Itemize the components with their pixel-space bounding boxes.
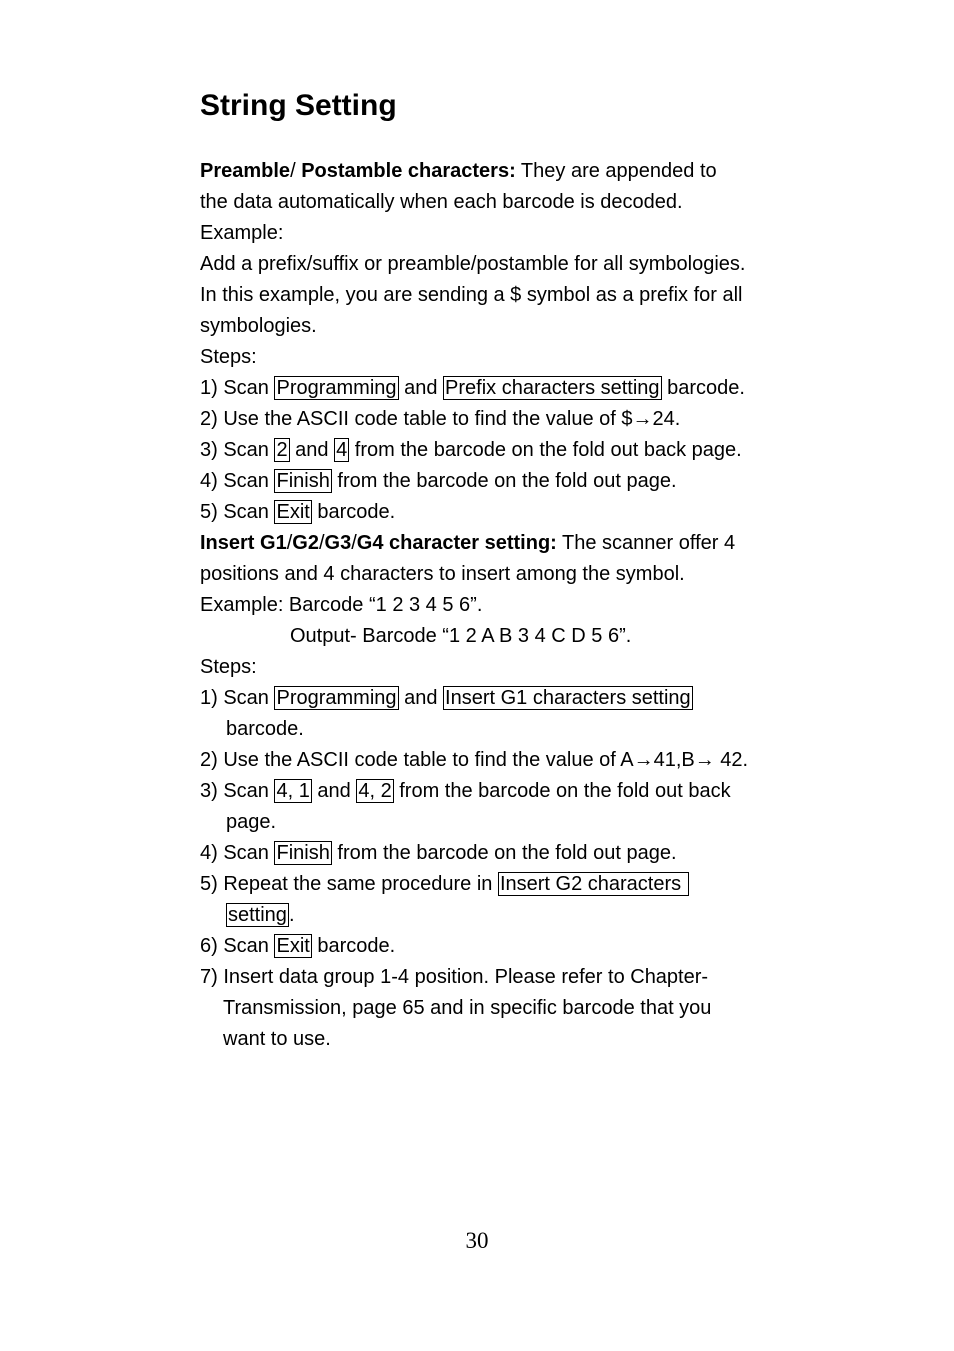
boxed-label-insert-g2-characters: Insert G2 characters	[499, 873, 687, 895]
boxed-label-exit: Exit	[276, 935, 310, 957]
step-item: 4) Scan Finish from the barcode on the fold out page.	[200, 470, 677, 492]
text-line: the data automatically when each barcode is decoded.	[200, 191, 683, 213]
text-line: In this example, you are sending a $ symbol as a prefix for all	[200, 284, 743, 306]
boxed-label-4-1: 4, 1	[276, 780, 310, 802]
boxed-label-insert-g1-characters-setting: Insert G1 characters setting	[445, 687, 691, 709]
step-item: 5) Repeat the same procedure in Insert G2 characters	[200, 873, 687, 895]
step-item: 6) Scan Exit barcode.	[200, 935, 396, 957]
steps-label: Steps:	[200, 656, 257, 678]
step-continuation: page.	[226, 811, 277, 833]
step-continuation: setting .	[228, 904, 295, 926]
step-item: 4) Scan Finish from the barcode on the fold out page.	[200, 842, 677, 864]
step-item: 3) Scan 4, 1 and 4, 2 from the barcode on the fold out back	[200, 780, 731, 802]
boxed-label-2: 2	[276, 439, 288, 461]
insert-heading-line: Insert G1/G2/G3/G4 character setting: The scanner offer 4	[200, 532, 736, 554]
preamble-term: Preamble	[200, 160, 291, 182]
boxed-label-programming: Programming	[276, 377, 397, 399]
step-item: 2) Use the ASCII code table to find the value of A→41,B→ 42.	[200, 749, 749, 771]
step-item: 3) Scan 2 and 4 from the barcode on the fold out back page.	[200, 439, 742, 461]
page-number: 30	[465, 1228, 489, 1253]
text-line: Example:	[200, 222, 284, 244]
step-item: 7) Insert data group 1-4 position. Please refer to Chapter-	[200, 966, 709, 988]
document-body	[200, 156, 770, 1055]
text-line: Add a prefix/suffix or preamble/postamble for all symbologies.	[200, 253, 746, 275]
boxed-label-prefix-characters-setting: Prefix characters setting	[445, 377, 660, 399]
step-continuation: want to use.	[223, 1028, 331, 1050]
page-title: String Setting	[200, 89, 397, 122]
postamble-term: Postamble characters:	[301, 160, 516, 182]
step-item: 1) Scan Programming and Prefix characters setting barcode.	[200, 377, 745, 399]
boxed-label-exit: Exit	[276, 501, 310, 523]
boxed-label-4: 4	[336, 439, 348, 461]
step-item: 5) Scan Exit barcode.	[200, 501, 396, 523]
step-item: 2) Use the ASCII code table to find the value of $→24.	[200, 408, 681, 430]
boxed-label-finish: Finish	[276, 470, 330, 492]
boxed-label-programming: Programming	[276, 687, 397, 709]
text-line: Output- Barcode “1 2 A B 3 4 C D 5 6”.	[290, 625, 632, 647]
step-continuation: Transmission, page 65 and in specific barcode that you	[223, 997, 712, 1019]
boxed-label-finish: Finish	[276, 842, 330, 864]
steps-label: Steps:	[200, 346, 257, 368]
text-line: Example: Barcode “1 2 3 4 5 6”.	[200, 594, 483, 616]
step-item: 1) Scan Programming and Insert G1 characters setting	[200, 687, 691, 709]
text-line: positions and 4 characters to insert among the symbol.	[200, 563, 685, 585]
step-continuation: barcode.	[226, 718, 304, 740]
boxed-label-setting: setting	[228, 904, 287, 926]
boxed-label-4-2: 4, 2	[358, 780, 392, 802]
preamble-heading-line: Preamble/ Postamble characters: They are appended to	[200, 160, 717, 182]
text-line: symbologies.	[200, 315, 317, 337]
